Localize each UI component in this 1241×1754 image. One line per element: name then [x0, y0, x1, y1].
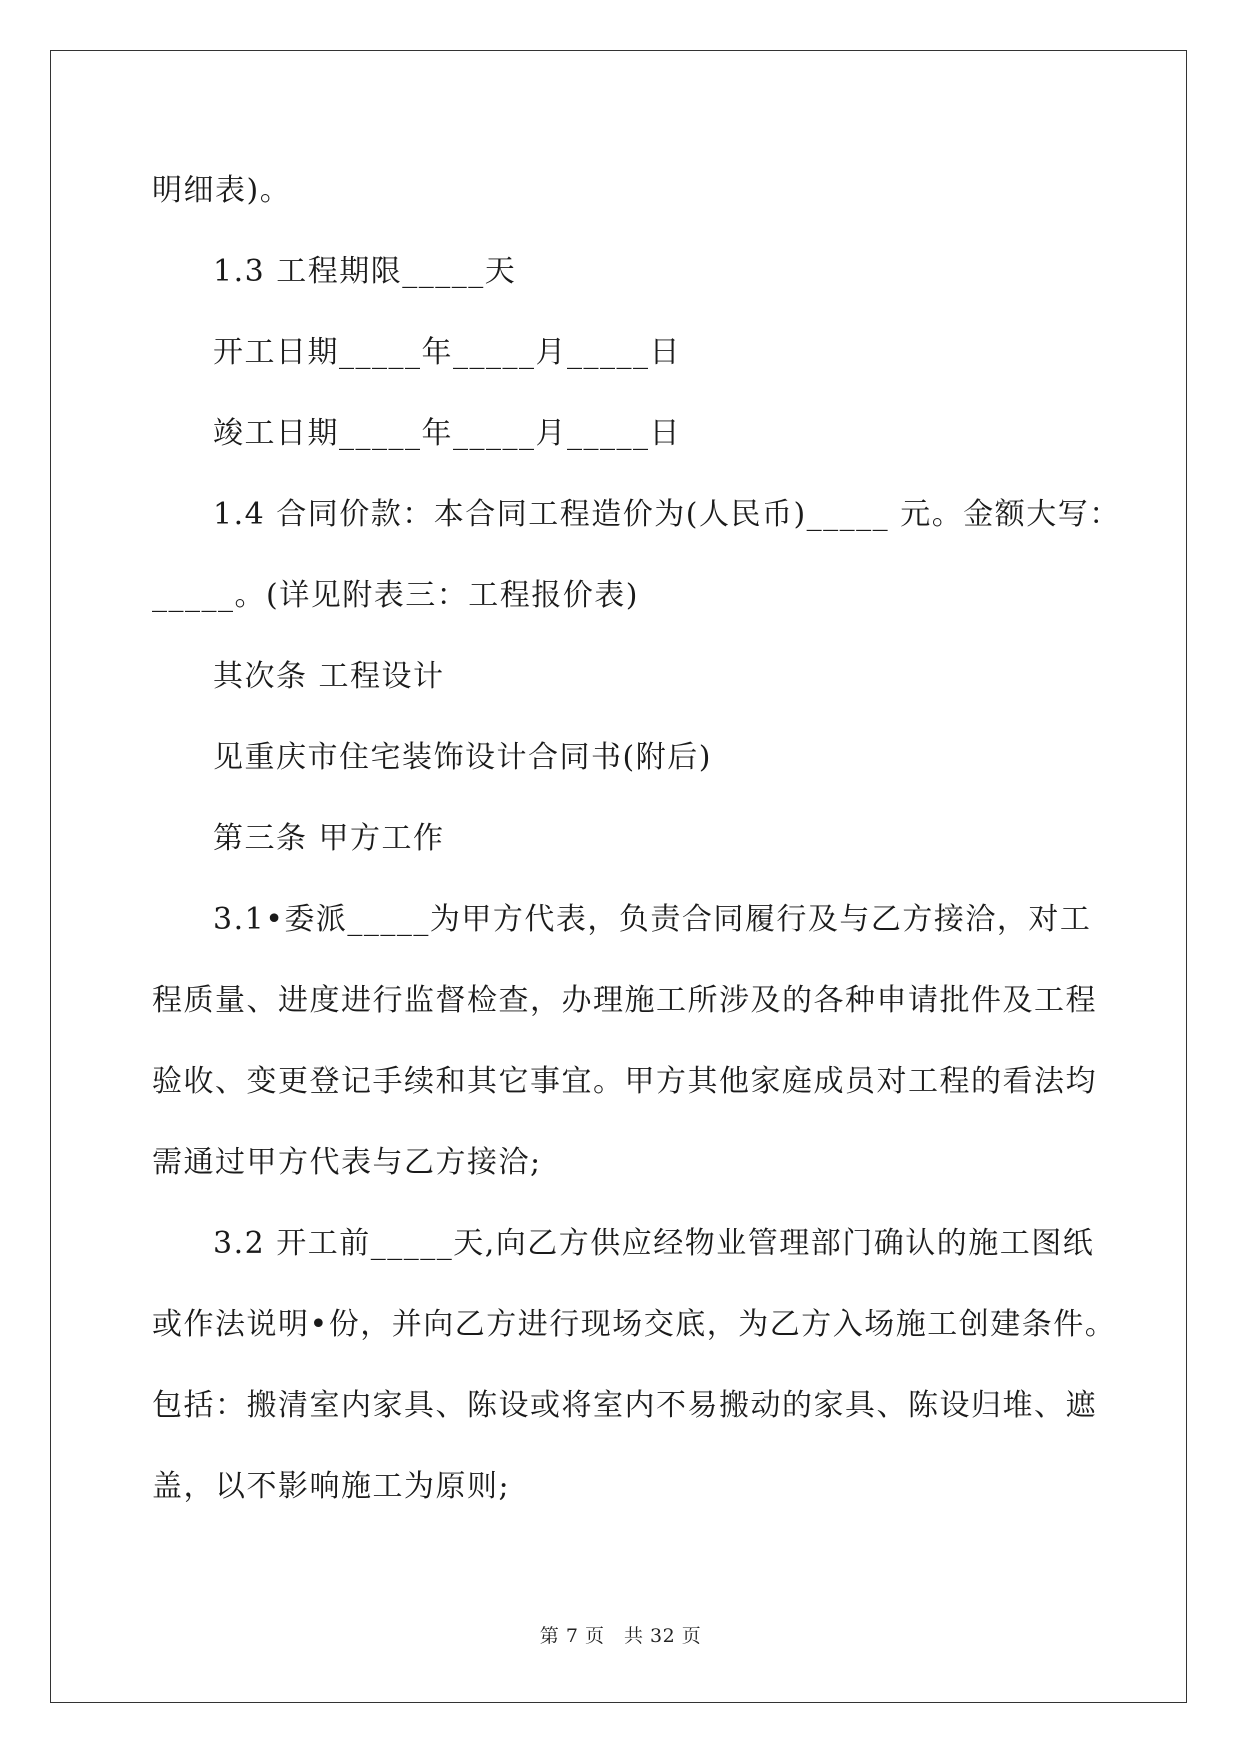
page-number: 第 7 页 共 32 页	[539, 1625, 702, 1647]
text-line: 包括：搬清室内家具、陈设或将室内不易搬动的家具、陈设归堆、遮	[152, 1388, 1097, 1423]
page-footer	[0, 1624, 1241, 1648]
text-line: 开工日期_____年_____月_____日	[213, 335, 681, 370]
text-line: 明细表)。	[152, 173, 292, 208]
text-line: 程质量、进度进行监督检查，办理施工所涉及的各种申请批件及工程	[152, 983, 1097, 1018]
text-line: 或作法说明•份，并向乙方进行现场交底，为乙方入场施工创建条件。	[152, 1307, 1117, 1342]
text-line: 验收、变更登记手续和其它事宜。甲方其他家庭成员对工程的看法均	[152, 1064, 1097, 1099]
text-line: 竣工日期_____年_____月_____日	[213, 416, 681, 451]
text-line: 1.4 合同价款：本合同工程造价为(人民币)_____ 元。金额大写：	[213, 497, 1121, 532]
section-heading: 第三条 甲方工作	[213, 821, 445, 856]
text-line: 1.3 工程期限_____天	[213, 254, 517, 289]
text-line: 盖，以不影响施工为原则;	[152, 1469, 511, 1504]
text-line: 见重庆市住宅装饰设计合同书(附后)	[213, 740, 712, 775]
text-line: 3.1•委派_____为甲方代表，负责合同履行及与乙方接洽，对工	[213, 902, 1092, 937]
section-heading: 其次条 工程设计	[213, 659, 445, 694]
text-line: 需通过甲方代表与乙方接洽;	[152, 1145, 542, 1180]
text-line: _____。(详见附表三：工程报价表)	[152, 578, 639, 613]
text-line: 3.2 开工前_____天,向乙方供应经物业管理部门确认的施工图纸	[213, 1226, 1095, 1261]
page-border	[50, 50, 1187, 1703]
